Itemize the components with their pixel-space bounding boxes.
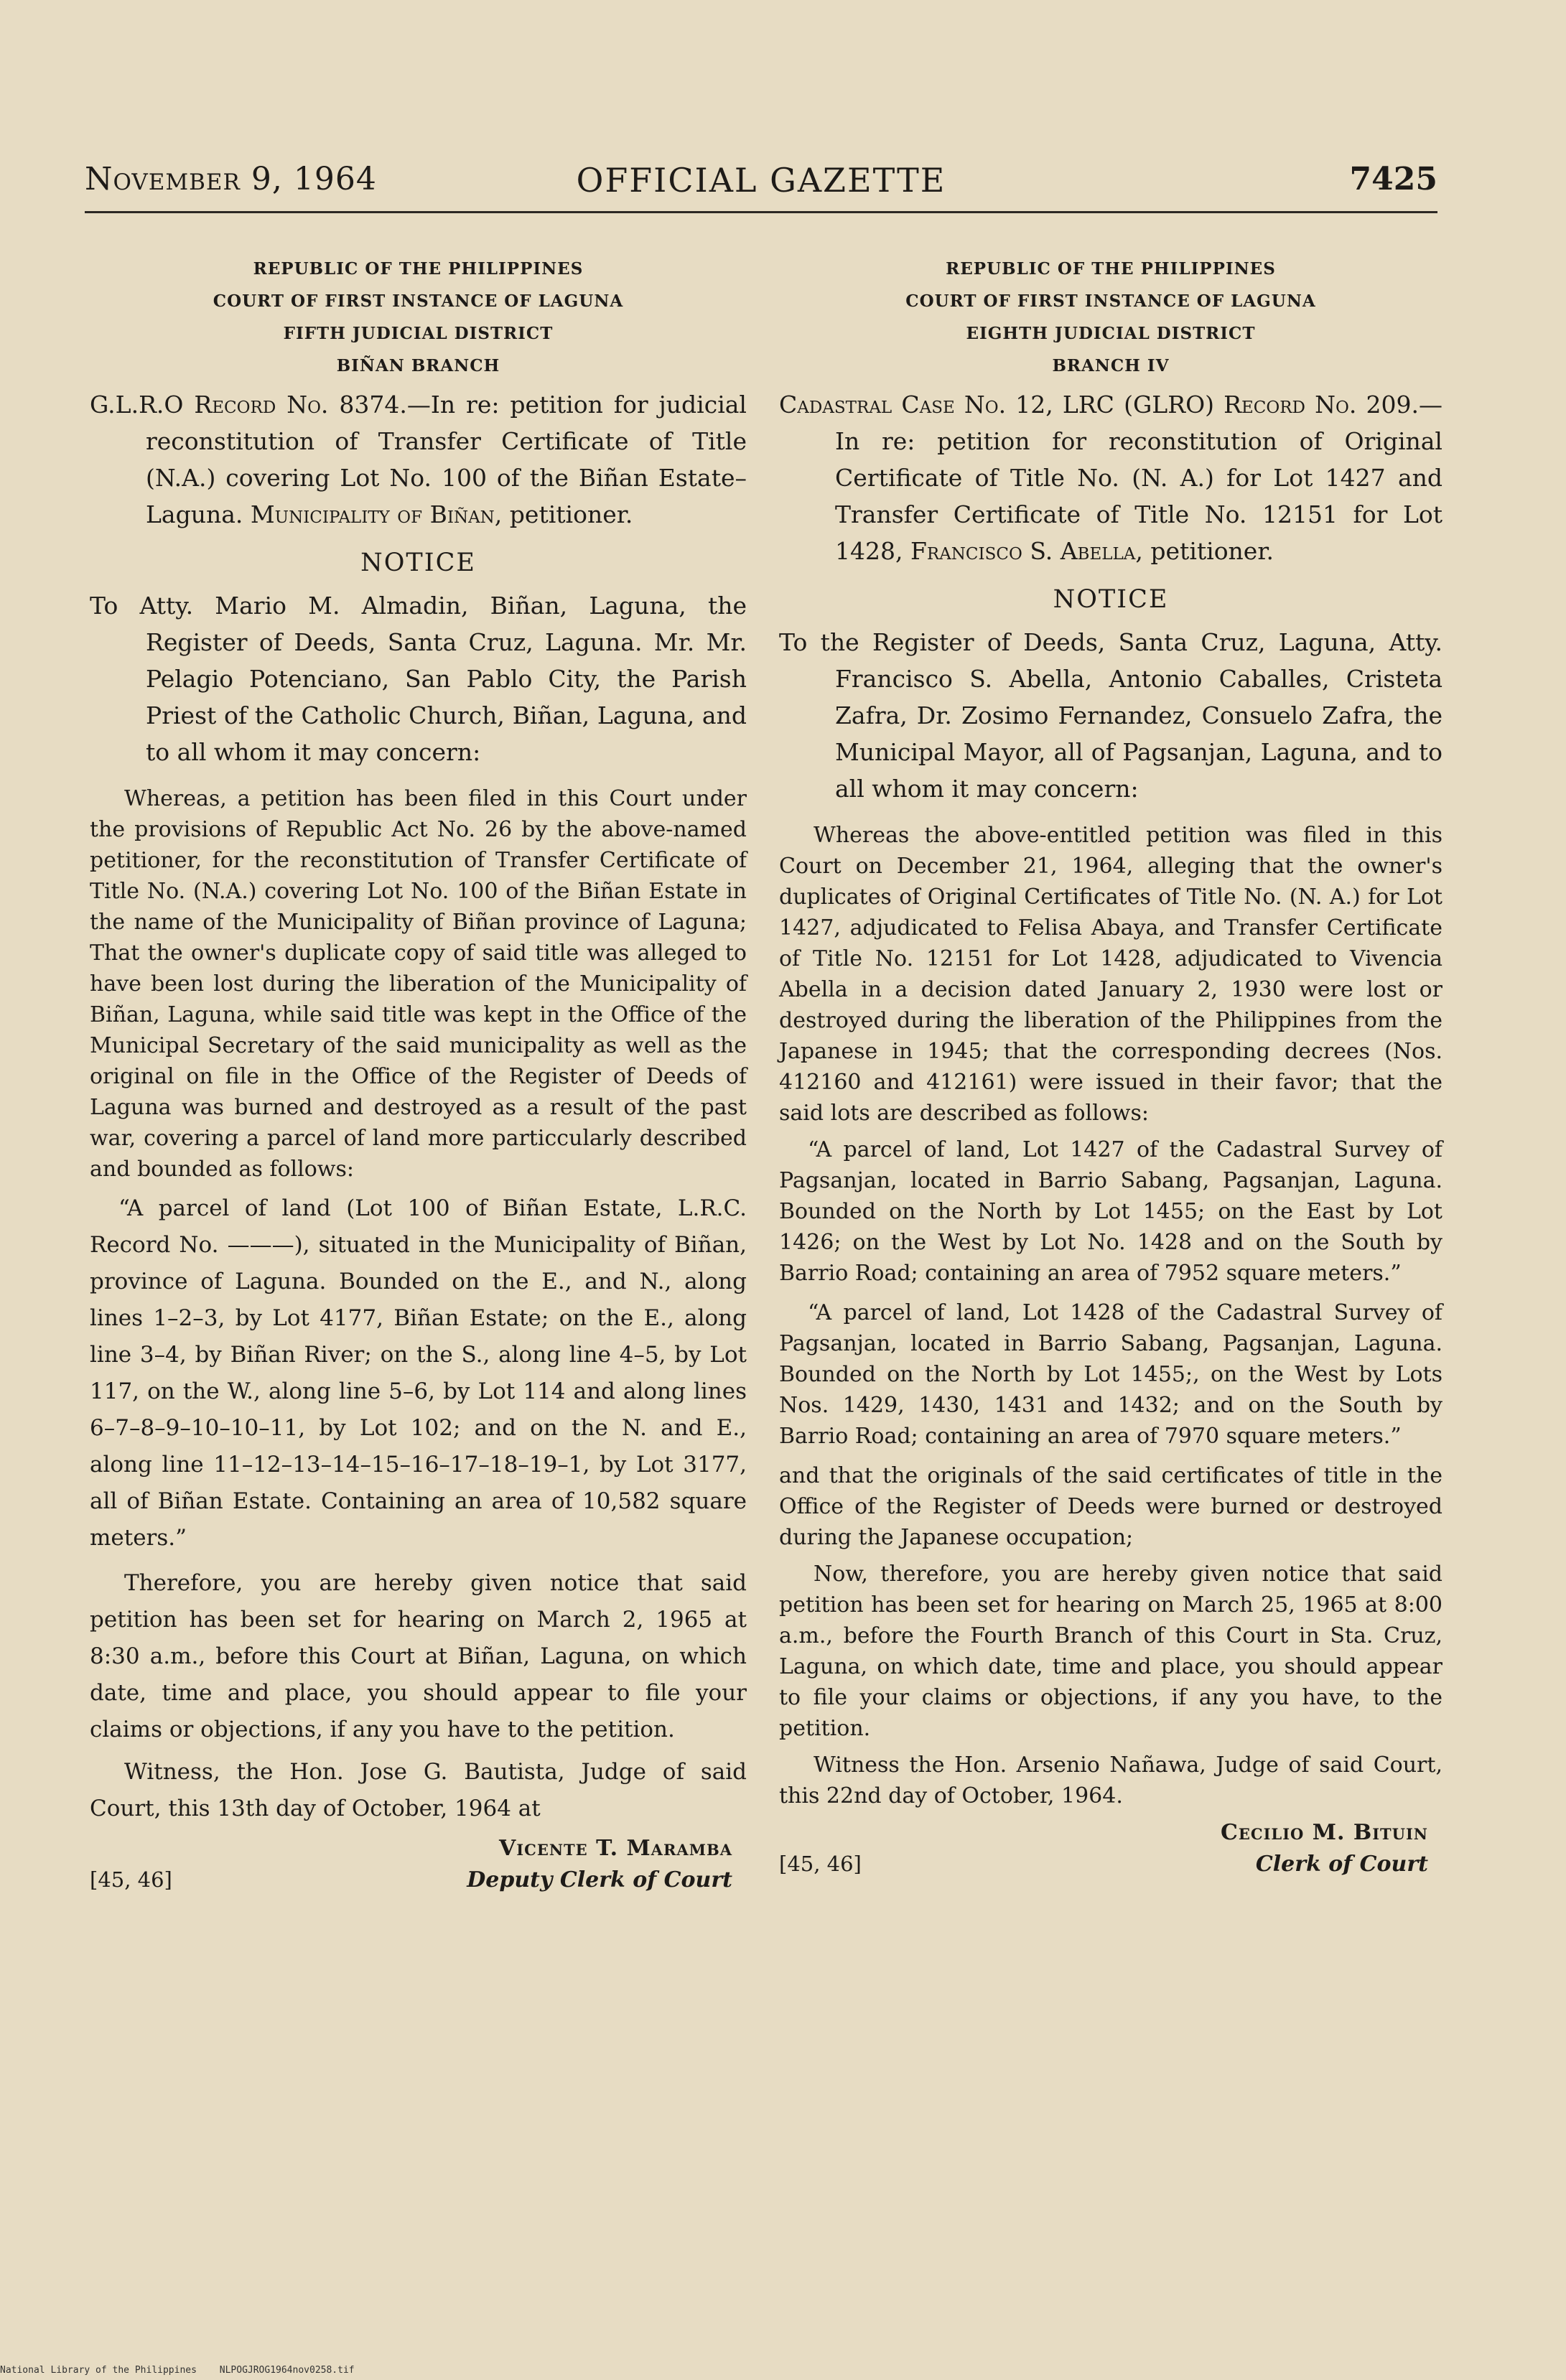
- petitioner-role: petitioner.: [509, 500, 633, 528]
- page-header: [85, 161, 1437, 213]
- footer-library: National Library of the Philippines: [0, 2365, 197, 2376]
- and-that-paragraph: and that the originals of the said certificates of title in the Office of the Register of Deeds were burned or destroyed during the Japanese occupation;: [779, 1463, 1443, 1550]
- land-description-quote: “A parcel of land, Lot 1427 of the Cadastral Survey of Pagsanjan, located in Barrio Sabang, Pagsanjan, Laguna. Bounded on the North by Lot 1455; on the East by Lot 1426; on the West by Lot No. 1428 and on the South by Barrio Road; containing an area of 7952 square meters.”: [779, 1137, 1443, 1286]
- case-label: Cadastral Case No. 12, LRC (GLRO) Record No. 209.: [779, 391, 1419, 419]
- court-line: COURT OF FIRST INSTANCE OF LAGUNA: [905, 291, 1316, 311]
- case-text: —In re: petition for judicial reconstitution of Transfer Certificate of Title (N.A.) covering Lot No. 100 of the Biñan Estate–Laguna.: [146, 391, 747, 528]
- signature-block: [779, 1820, 1443, 1892]
- header-page-number: 7425: [1349, 161, 1437, 197]
- land-description-quote: “A parcel of land, Lot 1428 of the Cadastral Survey of Pagsanjan, located in Barrio Sabang, Pagsanjan, Laguna. Bounded on the North by Lot 1455;, on the West by Lots Nos. 1429, 1430, 1431 and 1432; and on the South by Barrio Road; containing an area of 7970 square meters.”: [779, 1300, 1443, 1449]
- signer-name: Vicente T. Maramba: [499, 1836, 732, 1861]
- court-line: FIFTH JUDICIAL DISTRICT: [283, 324, 554, 343]
- court-line: REPUBLIC OF THE PHILIPPINES: [253, 259, 584, 279]
- court-line: BIÑAN BRANCH: [336, 356, 500, 375]
- signer-title: Deputy Clerk of Court: [467, 1867, 732, 1893]
- signature-block: [90, 1836, 747, 1908]
- court-heading: [779, 253, 1443, 382]
- header-date: November 9, 1964: [85, 161, 377, 197]
- whereas-paragraph: Whereas the above-entitled petition was filed in this Court on December 21, 1964, alleging that the owner's duplicates of Original Certificates of Title No. (N. A.) for Lot 1427, adjudicated to Felisa Abaya, and Transfer Certificate of Title No. 12151 for Lot 1428, adjudicated to Vivencia Abella in a decision dated January 2, 1930 were lost or destroyed during the liberation of the Philippines from the Japanese in 1945; that the corresponding decrees (Nos. 412160 and 412161) were issued in their favor; that the said lots are described as follows:: [779, 823, 1443, 1126]
- reference-number: [45, 46]: [90, 1867, 172, 1892]
- therefore-paragraph: Now, therefore, you are hereby given notice that said petition has been set for hearing on March 25, 1965 at 8:00 a.m., before the Fourth Branch of this Court in Sta. Cruz, Laguna, on which date, time and place, you should appear to file your claims or objections, if any you have, to the petition.: [779, 1562, 1443, 1741]
- therefore-paragraph: Therefore, you are hereby given notice that said petition has been set for hearing on March 2, 1965 at 8:30 a.m., before this Court at Biñan, Laguna, on which date, time and place, you should appear to file your claims or objections, if any you have to the petition.: [90, 1570, 747, 1742]
- reference-number: [45, 46]: [779, 1852, 862, 1876]
- case-title: [90, 386, 747, 533]
- notice-heading: NOTICE: [360, 549, 476, 577]
- right-column: [779, 253, 1443, 1892]
- notice-heading: NOTICE: [1053, 585, 1169, 614]
- whereas-paragraph: Whereas, a petition has been filed in this Court under the provisions of Republic Act No. 26 by the above-named petitioner, for the reconstitution of Transfer Certificate of Title No. (N.A.) covering Lot No. 100 of the Biñan Estate in the name of the Municipality of Biñan province of Laguna; That the owner's duplicate copy of said title was alleged to have been lost during the liberation of the Municipality of Biñan, Laguna, while said title was kept in the Office of the Municipal Secretary of the said municipality as well as the original on file in the Office of the Register of Deeds of Laguna was burned and destroyed as a result of the past war, covering a parcel of land more particcularly described and bounded as follows:: [90, 786, 747, 1182]
- signer-title: Clerk of Court: [1255, 1852, 1428, 1877]
- court-heading: [90, 253, 747, 382]
- scan-footer: [0, 2365, 372, 2376]
- petitioner-role: petitioner.: [1150, 537, 1274, 565]
- court-line: COURT OF FIRST INSTANCE OF LAGUNA: [213, 291, 624, 311]
- footer-file: NLPOGJROG1964nov0258.tif: [219, 2365, 355, 2376]
- witness-paragraph: Witness the Hon. Arsenio Nañawa, Judge of said Court, this 22nd day of October, 1964.: [779, 1753, 1443, 1809]
- court-line: REPUBLIC OF THE PHILIPPINES: [946, 259, 1276, 279]
- court-line: BRANCH IV: [1052, 356, 1170, 375]
- signer-name: Cecilio M. Bituin: [1221, 1820, 1428, 1845]
- petitioner-name: Francisco S. Abella,: [910, 537, 1143, 565]
- case-text: —In re: petition for reconstitution of Original Certificate of Title No. (N. A.) for Lot 1427 and Transfer Certificate of Title No. 12151 for Lot 1428,: [835, 391, 1443, 565]
- land-description-quote: “A parcel of land (Lot 100 of Biñan Estate, L.R.C. Record No. ———), situated in the Municipality of Biñan, province of Laguna. Bounded on the E., and N., along lines 1–2–3, by Lot 4177, Biñan Estate; on the E., along line 3–4, by Biñan River; on the S., along line 4–5, by Lot 117, on the W., along line 5–6, by Lot 114 and along lines 6–7–8–9–10–10–11, by Lot 102; and on the N. and E., along line 11–12–13–14–15–16–17–18–19–1, by Lot 3177, all of Biñan Estate. Containing an area of 10,582 square meters.”: [90, 1195, 747, 1551]
- case-label: G.L.R.O Record No. 8374.: [90, 391, 407, 419]
- petitioner-name: Municipality of Biñan,: [250, 500, 503, 528]
- addressee: To the Register of Deeds, Santa Cruz, Laguna, Atty. Francisco S. Abella, Antonio Caballes, Cristeta Zafra, Dr. Zosimo Fernandez, Consuelo Zafra, the Municipal Mayor, all of Pagsanjan, Laguna, and to all whom it may concern:: [779, 628, 1443, 803]
- header-title: OFFICIAL GAZETTE: [576, 161, 946, 200]
- witness-paragraph: Witness, the Hon. Jose G. Bautista, Judge of said Court, this 13th day of October, 1964 at: [90, 1759, 747, 1821]
- left-column: [90, 253, 747, 1908]
- court-line: EIGHTH JUDICIAL DISTRICT: [966, 324, 1256, 343]
- addressee: To Atty. Mario M. Almadin, Biñan, Laguna, the Register of Deeds, Santa Cruz, Laguna. Mr. Mr. Pelagio Potenciano, San Pablo City, the Parish Priest of the Catholic Church, Biñan, Laguna, and to all whom it may concern:: [90, 592, 747, 766]
- case-title: [779, 386, 1443, 569]
